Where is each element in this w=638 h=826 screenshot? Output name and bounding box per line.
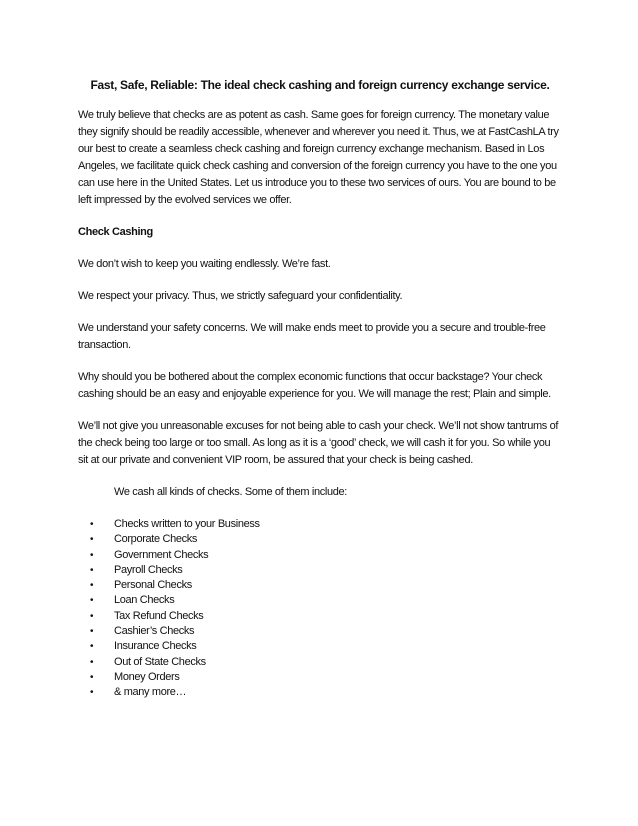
list-item (78, 685, 562, 700)
list-item-label: & many more… (114, 686, 187, 699)
list-item-label: Payroll Checks (114, 563, 183, 576)
list-item (78, 563, 562, 578)
list-intro: We cash all kinds of checks. Some of them include: (114, 486, 347, 498)
bullet-icon: • (90, 656, 94, 668)
list-item-label: Out of State Checks (114, 655, 206, 668)
list-item (78, 655, 562, 670)
list-item (78, 517, 562, 532)
bullet-icon: • (90, 626, 94, 638)
bullet-icon: • (90, 595, 94, 607)
paragraph-speed: We don’t wish to keep you waiting endlessly. We’re fast. (78, 258, 331, 270)
list-item (78, 624, 562, 639)
list-item-label: Checks written to your Business (114, 518, 260, 530)
bullet-icon: • (90, 549, 94, 561)
section-heading: Check Cashing (78, 226, 153, 238)
list-item-label: Tax Refund Checks (114, 609, 204, 622)
list-item (78, 639, 562, 654)
bullet-icon: • (90, 610, 94, 622)
paragraph-privacy: We respect your privacy. Thus, we strictly safeguard your confidentiality. (78, 290, 403, 302)
list-item-label: Personal Checks (114, 579, 192, 592)
document-title: Fast, Safe, Reliable: The ideal check cashing and foreign currency exchange service. (90, 78, 550, 92)
check-types-list (78, 517, 562, 701)
bullet-icon: • (90, 580, 94, 592)
paragraph-no-excuses: We’ll not give you unreasonable excuses for not being able to cash your check. We’ll not show tantrums of the check being too large or too small. As long as it is a ‘good’ check, we will cash it for you. So while you sit at our private and convenient VIP room, be assured that your check is being cashed. (78, 420, 559, 466)
list-item (78, 609, 562, 624)
bullet-icon: • (90, 519, 94, 530)
list-item (78, 593, 562, 608)
paragraph-safety: We understand your safety concerns. We will make ends meet to provide you a secure and trouble-free transaction. (78, 322, 546, 351)
bullet-icon: • (90, 671, 94, 683)
list-item-label: Cashier’s Checks (114, 625, 195, 638)
bullet-icon: • (90, 564, 94, 576)
bullet-icon: • (90, 687, 94, 699)
document-page (78, 66, 562, 701)
paragraph-simplicity: Why should you be bothered about the complex economic functions that occur backstage? Your check cashing should be an easy and enjoyable experience for you. We will manage the rest; Plain and simple. (78, 371, 551, 400)
bullet-icon: • (90, 534, 94, 546)
list-item-label: Loan Checks (114, 594, 175, 607)
list-item-label: Money Orders (114, 670, 180, 683)
list-item-label: Insurance Checks (114, 640, 197, 653)
intro-paragraph: We truly believe that checks are as potent as cash. Same goes for foreign currency. The monetary value they signify should be readily accessible, whenever and wherever you need it. Thus, we at FastCashLA try our best to create a seamless check cashing and foreign currency exchange mechanism. Based in Los Angeles, we facilitate quick check cashing and conversion of the foreign currency you have to the one you can use here in the United States. Let us introduce you to these two services of ours. You are bound to be left impressed by the evolved services we offer. (78, 109, 559, 206)
list-item (78, 532, 562, 547)
list-item (78, 670, 562, 685)
bullet-icon: • (90, 641, 94, 653)
list-item (78, 578, 562, 593)
list-item-label: Corporate Checks (114, 533, 198, 546)
list-item (78, 548, 562, 563)
list-item-label: Government Checks (114, 548, 209, 561)
